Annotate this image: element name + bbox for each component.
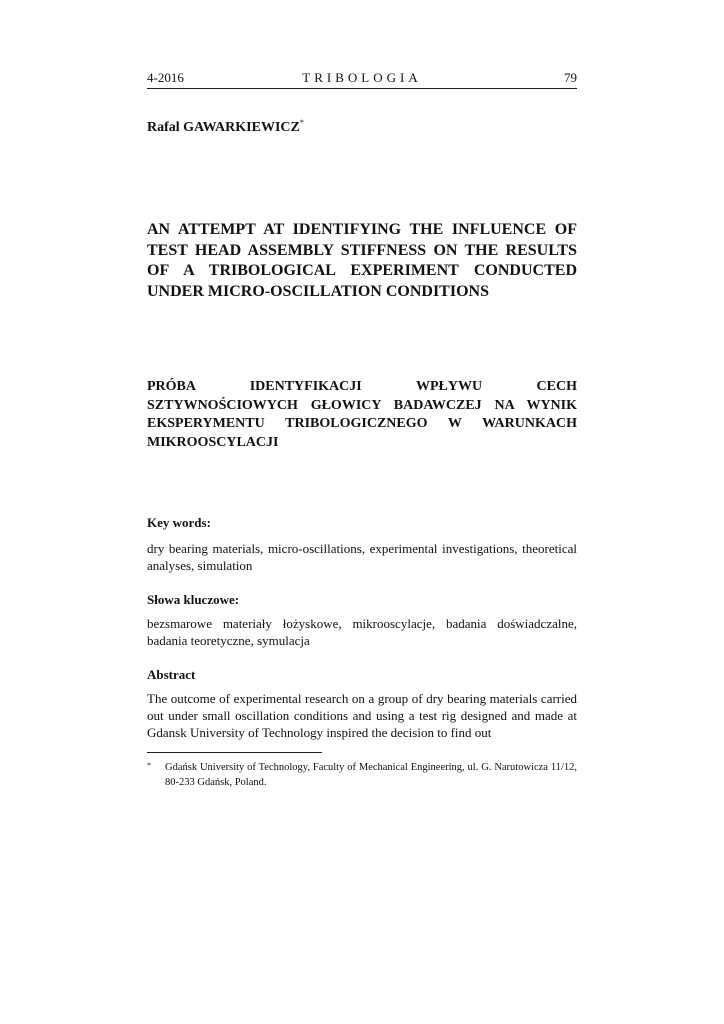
abstract-text: The outcome of experimental research on a group of dry bearing materials carried out under small oscillation conditions and using a test rig designed and made at Gdansk University of Technology inspired the decision to find out [147, 691, 577, 740]
abstract-heading: Abstract [147, 667, 196, 682]
page-number: 79 [564, 70, 577, 85]
footnote-mark: * [147, 761, 151, 770]
slowa-kluczowe-heading: Słowa kluczowe: [147, 592, 240, 607]
footnote-divider [147, 752, 322, 753]
slowa-kluczowe-text: bezsmarowe materiały łożyskowe, mikrooscylacje, badania doświadczalne, badania teoretyczne, symulacja [147, 616, 577, 648]
issue-number: 4-2016 [147, 70, 184, 85]
keywords-heading: Key words: [147, 515, 211, 530]
journal-name: TRIBOLOGIA [302, 70, 422, 85]
author-footnote-mark: * [299, 118, 304, 127]
title-polish: PRÓBA IDENTYFIKACJI WPŁYWU CECH SZTYWNOŚCIOWYCH GŁOWICY BADAWCZEJ NA WYNIK EKSPERYMENTU TRIBOLOGICZNEGO W WARUNKACH MIKROOSCYLACJI [147, 379, 577, 450]
author-name: Rafal GAWARKIEWICZ [147, 120, 300, 135]
keywords-text: dry bearing materials, micro-oscillations, experimental investigations, theoretical analyses, simulation [147, 541, 577, 573]
author-line [147, 120, 577, 136]
running-header [147, 68, 577, 89]
footnote-text: Gdańsk University of Technology, Faculty of Mechanical Engineering, ul. G. Narutowicza 11/12, 80-233 Gdańsk, Poland. [165, 762, 577, 788]
footnote [147, 760, 577, 790]
title-english: AN ATTEMPT AT IDENTIFYING THE INFLUENCE OF TEST HEAD ASSEMBLY STIFFNESS ON THE RESULTS OF A TRIBOLOGICAL EXPERIMENT CONDUCTED UNDER MICRO-OSCILLATION CONDITIONS [147, 221, 577, 300]
